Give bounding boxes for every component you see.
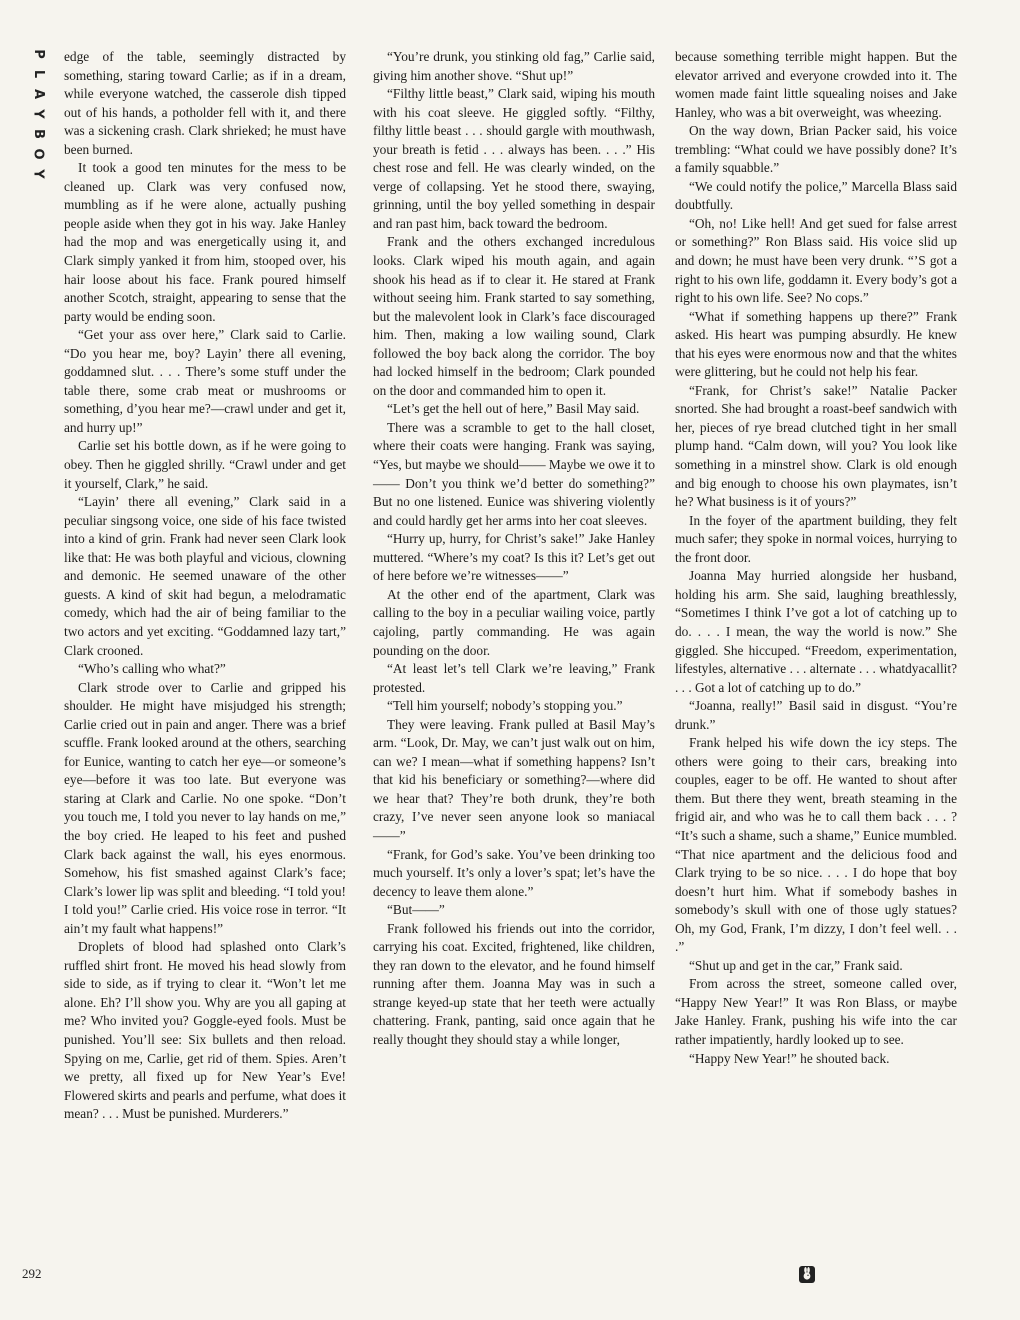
paragraph: Joanna May hurried alongside her husband, holding his arm. She said, laughing breathlessly, “Sometimes I think I’ve got a lot of catching up to do. . . . I mean, the way the world is now.” She giggled. She hiccuped. “Freedom, experimentation, lifestyles, alternative . . . alternate . . . whatdyacallit? . . . Got a lot of catching up to do.” [675, 568, 957, 695]
masthead-letter: B [30, 129, 46, 139]
paragraph: “Filthy little beast,” Clark said, wiping his mouth with his coat sleeve. He giggled softly. “Filthy, filthy little beast . . . should gargle with mouthwash, your breath is fetid . . . always has been. . . .” His chest rose and fell. He was clearly winded, on the verge of collapsing. Yet he stood there, swaying, grinning, until the boy yelled something in despair and ran past him, back toward the bedroom. [373, 86, 655, 231]
paragraph: “Frank, for Christ’s sake!” Natalie Packer snorted. She had brought a roast-beef sandwich with her, pieces of rye bread clutched tight in her small plump hand. “Calm down, will you? You look like something in a minstrel show. Clark is old enough and big enough to choose his own playmates, isn’t he? What business is it of yours?” [675, 382, 957, 510]
page-number: 292 [22, 1266, 42, 1281]
paragraph: On the way down, Brian Packer said, his voice trembling: “What could we have possibly done? It’s a family squabble.” [675, 123, 957, 176]
masthead-letter: Y [30, 109, 46, 119]
paragraph: At the other end of the apartment, Clark was calling to the boy in a peculiar wailing voice, partly cajoling, partly commanding. He was again pounding on the door. [373, 586, 655, 658]
paragraph: “We could notify the police,” Marcella Blass said doubtfully. [675, 178, 957, 213]
paragraph: “Get your ass over here,” Clark said to Carlie. “Do you hear me, boy? Layin’ there all evening, goddamned slut. . . . There’s some stuff under the table there, some crab meat or mushrooms or something, d’you hear me?—crawl under and get it, and hurry up!” [64, 327, 346, 435]
masthead-letter: Y [30, 169, 46, 179]
paragraph: “But——” [387, 902, 445, 918]
paragraph: “Oh, no! Like hell! And get sued for false arrest or something?” Ron Blass said. His voice slid up and down; he must have been very drunk. “’S got a right to his own life, goddamn it. Every body’s got a right to his own life. See? No cops.” [675, 215, 957, 306]
rabbit-logo-icon [799, 1266, 815, 1283]
paragraph: “Layin’ there all evening,” Clark said in a peculiar singsong voice, one side of his face twisted into a kind of grin. Frank had never seen Clark look like that: He was both playful and vicious, clowning and demonic. He seemed unaware of the other guests. A kind of skit had begun, a melodramatic comedy, which had the air of being familiar to the two actors and yet exciting. “Goddamned lazy tart,” Clark crooned. [64, 494, 346, 658]
paragraph: “Tell him yourself; nobody’s stopping you.” [387, 698, 623, 714]
paragraph: “You’re drunk, you stinking old fag,” Carlie said, giving him another shove. “Shut up!” [373, 49, 655, 83]
masthead-letter: P [31, 49, 46, 59]
text-column-2 [373, 48, 655, 1050]
paragraph: In the foyer of the apartment building, they felt much safer; they spoke in normal voices, hurrying to the front door. [675, 512, 958, 565]
paragraph: “Hurry up, hurry, for Christ’s sake!” Jake Hanley muttered. “Where’s my coat? Is this it? Let’s get out of here before we’re witnesses——” [373, 531, 655, 584]
paragraph: Frank followed his friends out into the corridor, carrying his coat. Excited, frightened, like children, they ran down to the elevator, and he found himself running after them. Joanna May was in such a strange keyed-up state that her teeth were actually chattering. Frank, panting, said once again that he really thought they should stay a while longer, [373, 920, 655, 1047]
paragraph: Carlie set his bottle down, as if he were going to obey. Then he giggled shrilly. “Crawl under and get it yourself, Clark,” he said. [64, 438, 346, 491]
paragraph: “Who’s calling who what?” [78, 661, 226, 677]
paragraph: There was a scramble to get to the hall closet, where their coats were hanging. Frank was saying, “Yes, but maybe we should—— Maybe we owe it to—— Don’t you think we’d better do something?” But no one listened. Eunice was shivering violently and could hardly get her arms into her coat sleeves. [373, 419, 655, 528]
paragraph: It took a good ten minutes for the mess to be cleaned up. Clark was very confused now, mumbling as if he were alone, actually pushing people aside when they got in his way. Jake Hanley had the mop and was energetically using it, and Clark simply yanked it from him, stooped over, his hair loose about his face. Frank poured himself another Scotch, straight, appearing to sense that the party would be ending soon. [64, 160, 346, 324]
paragraph: Droplets of blood had splashed onto Clark’s ruffled shirt front. He moved his head slowly from side to side, as if trying to clear it. “Won’t let me alone. Eh? I’ll show you. Why are you all gaping at me? Who invited you? Goggle-eyed fools. Must be punished. You’ll see: Six bullets and then reload. Spying on me, Carlie, get rid of them. Spies. Aren’t we pretty, all fixed up for New Year’s Eve! Flowered skirts and pearls and perfume, what does it mean? . . . Must be punished. Murderers.” [64, 939, 346, 1122]
paragraph: Frank and the others exchanged incredulous looks. Clark wiped his mouth again, and again shook his head as if to clear it. He stared at Frank without seeing him. Frank started to say something, but the malevolent look in Clark’s face discouraged him. Then, making a low wailing sound, Clark followed the boy back along the corridor. The boy had locked himself in the bedroom; Clark pounded on the door and commanded him to open it. [373, 234, 655, 398]
masthead-letter: L [30, 69, 46, 79]
paragraph: Frank helped his wife down the icy steps. The others were going to their cars, breaking into couples, eager to be off. He wanted to shout after them. But there they went, breath steaming in the frigid air, and who was he to call them back . . . ? “It’s such a shame, such a shame,” Eunice mumbled. “That nice apartment and the delicious food and Clark trying to be so nice. . . . I do hope that boy doesn’t hurt him. What if somebody bashes in somebody’s skull with one of those ugly statues? Oh, my God, Frank, I’m dizzy, I don’t feel well. . . .” [675, 735, 957, 955]
paragraph: “Shut up and get in the car,” Frank said. [689, 957, 903, 973]
paragraph: “What if something happens up there?” Frank asked. His heart was pumping absurdly. He knew that his eyes were enormous now and that the whites were glittering, but he could not help his fear. [675, 308, 957, 380]
text-column-1 [64, 48, 346, 1124]
paragraph: because something terrible might happen. But the elevator arrived and everyone crowded into it. The women made faint little squealing noises and Jake Hanley, who was a bit overweight, was wheezing. [675, 49, 957, 120]
paragraph: “Joanna, really!” Basil said in disgust. “You’re drunk.” [675, 698, 957, 732]
text-column-3 [675, 48, 957, 1068]
paragraph: edge of the table, seemingly distracted by something, staring toward Carlie; as if in a dream, while everyone watched, the casserole dish tipped out of his hands, a potholder fell with it, and there was a sickening crash. Clark shrieked; he must have been burned. [64, 49, 346, 157]
masthead-letter: O [31, 148, 46, 160]
paragraph: They were leaving. Frank pulled at Basil May’s arm. “Look, Dr. May, we can’t just walk out on him, can we? I mean—what if something happens? Isn’t that kid his beneficiary or something?—where did we hear that? They’re both drunk, they’re both crazy, I’ve never seen anyone look so maniacal——” [373, 716, 655, 843]
paragraph: “Frank, for God’s sake. You’ve been drinking too much yourself. It’s only a lover’s spat; let’s have the decency to leave them alone.” [373, 846, 655, 899]
paragraph: “At least let’s tell Clark we’re leaving,” Frank protested. [373, 661, 655, 695]
paragraph: “Let’s get the hell out of here,” Basil May said. [387, 401, 640, 417]
paragraph: Clark strode over to Carlie and gripped his shoulder. He might have misjudged his strength; Carlie cried out in pain and anger. There was a brief scuffle. Frank looked around at the others, searching for Eunice, wanting to catch her eye—or someone’s eye—before it was too late. But everyone was staring at Clark and Carlie. No one spoke. “Don’t you touch me, I told you never to lay hands on me,” the boy cried. He leaped to his feet and pushed Clark back against the wall, his eyes enormous. Somehow, his fist smashed against Clark’s face; Clark’s lower lip was split and bleeding. “I told you! I told you!” Carlie cried. His voice rose in terror. “It ain’t my fault what happens!” [64, 679, 346, 936]
paragraph: From across the street, someone called over, “Happy New Year!” It was Ron Blass, or maybe Jake Hanley. Frank, pushing his wife into the car rather impatiently, hardly looked up to see. [675, 976, 957, 1047]
paragraph: “Happy New Year!” he shouted back. [689, 1050, 890, 1066]
masthead-letter: A [31, 88, 46, 100]
magazine-masthead [26, 44, 50, 184]
